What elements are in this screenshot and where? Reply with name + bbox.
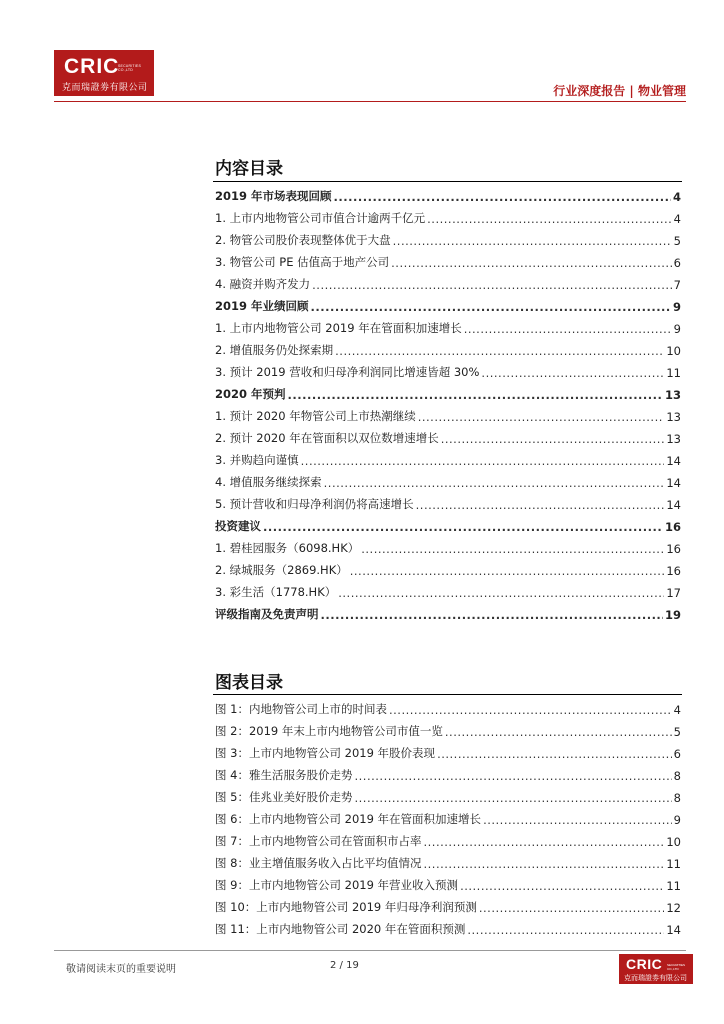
dot-leader — [301, 454, 665, 468]
toc-entry-title: 3. 并购趋向谨慎 — [215, 453, 299, 467]
toc-entry[interactable] — [215, 600, 681, 622]
company-logo — [54, 50, 154, 96]
toc-entry[interactable] — [215, 695, 681, 717]
toc-entry-page: 16 — [666, 542, 681, 556]
toc-entry[interactable] — [215, 336, 681, 358]
toc-entry[interactable] — [215, 270, 681, 292]
dot-leader — [263, 520, 663, 534]
toc-entry-title: 2. 绿城服务（2869.HK） — [215, 563, 348, 577]
toc-entry-title: 图 8：业主增值服务收入占比平均值情况 — [215, 856, 422, 870]
toc-entry-page: 4 — [673, 212, 681, 226]
toc-entry[interactable] — [215, 761, 681, 783]
dot-leader — [437, 747, 672, 761]
toc-entry-page: 14 — [666, 498, 681, 512]
toc-entry[interactable] — [215, 446, 681, 468]
dot-leader — [350, 564, 665, 578]
footer-divider — [54, 950, 686, 951]
toc-entry-page: 13 — [664, 388, 681, 402]
toc-entry-page: 7 — [673, 278, 681, 292]
toc-entry-page: 4 — [673, 703, 681, 717]
toc-entry-title: 2. 预计 2020 年在管面积以双位数增速增长 — [215, 431, 439, 445]
toc-entry[interactable] — [215, 182, 681, 204]
toc-entry-page: 10 — [666, 344, 681, 358]
footer-logo-sub-en: SECURITIES CO.,LTD — [667, 963, 686, 971]
toc-entry[interactable] — [215, 827, 681, 849]
dot-leader — [334, 190, 671, 204]
dot-leader — [441, 432, 665, 446]
contents-list — [215, 182, 681, 622]
toc-entry[interactable] — [215, 783, 681, 805]
toc-entry-title: 2019 年业绩回顾 — [215, 299, 309, 313]
toc-entry[interactable] — [215, 739, 681, 761]
toc-entry-page: 11 — [666, 879, 681, 893]
toc-entry-page: 8 — [673, 769, 681, 783]
toc-entry-title: 2. 物管公司股价表现整体优于大盘 — [215, 233, 391, 247]
toc-entry[interactable] — [215, 226, 681, 248]
dot-leader — [416, 498, 665, 512]
toc-entry[interactable] — [215, 915, 681, 937]
toc-entry-page: 16 — [666, 564, 681, 578]
toc-entry-title: 图 6：上市内地物管公司 2019 年在管面积加速增长 — [215, 812, 482, 826]
toc-entry[interactable] — [215, 805, 681, 827]
toc-entry-title: 图 3：上市内地物管公司 2019 年股价表现 — [215, 746, 436, 760]
toc-entry[interactable] — [215, 512, 681, 534]
toc-entry-title: 图 11：上市内地物管公司 2020 年在管面积预测 — [215, 922, 466, 936]
toc-entry-title: 4. 增值服务继续探索 — [215, 475, 322, 489]
toc-entry-title: 2. 增值服务仍处探索期 — [215, 343, 334, 357]
toc-entry[interactable] — [215, 578, 681, 600]
toc-entry-title: 2019 年市场表现回顾 — [215, 189, 332, 203]
toc-entry-title: 1. 上市内地物管公司市值合计逾两千亿元 — [215, 211, 426, 225]
toc-entry-page: 11 — [666, 857, 681, 871]
toc-entry-page: 9 — [673, 813, 681, 827]
toc-entry-title: 5. 预计营收和归母净利润仍将高速增长 — [215, 497, 414, 511]
toc-entry[interactable] — [215, 248, 681, 270]
toc-entry[interactable] — [215, 204, 681, 226]
dot-leader — [464, 322, 672, 336]
dot-leader — [354, 769, 671, 783]
toc-entry-page: 11 — [666, 366, 681, 380]
toc-entry-title: 1. 碧桂园服务（6098.HK） — [215, 541, 360, 555]
logo-sub-cn: 克而瑞證劵有限公司 — [62, 83, 148, 93]
toc-entry-title: 1. 上市内地物管公司 2019 年在管面积加速增长 — [215, 321, 462, 335]
toc-entry-page: 6 — [673, 747, 681, 761]
toc-entry-page: 4 — [672, 190, 681, 204]
toc-entry-title: 3. 预计 2019 营收和归母净利润同比增速皆超 30% — [215, 365, 480, 379]
toc-entry[interactable] — [215, 314, 681, 336]
toc-entry-page: 5 — [673, 725, 681, 739]
logo-brand: CRIC — [64, 55, 120, 78]
dot-leader — [483, 813, 672, 827]
dot-leader — [393, 234, 672, 248]
dot-leader — [391, 256, 672, 270]
toc-entry[interactable] — [215, 402, 681, 424]
toc-entry-page: 13 — [666, 432, 681, 446]
dot-leader — [445, 725, 672, 739]
dot-leader — [460, 879, 664, 893]
toc-entry-title: 图 1：内地物管公司上市的时间表 — [215, 702, 387, 716]
toc-entry-title: 图 7：上市内地物管公司在管面积市占率 — [215, 834, 422, 848]
dot-leader — [324, 476, 665, 490]
toc-entry[interactable] — [215, 534, 681, 556]
logo-sub-en: SECURITIES CO.,LTD — [118, 64, 142, 72]
toc-entry-page: 14 — [666, 454, 681, 468]
toc-entry-title: 4. 融资并购齐发力 — [215, 277, 311, 291]
toc-entry-page: 8 — [673, 791, 681, 805]
dot-leader — [321, 608, 663, 622]
contents-title: 内容目录 — [215, 159, 283, 179]
toc-entry-title: 评级指南及免责声明 — [215, 607, 319, 621]
toc-entry[interactable] — [215, 849, 681, 871]
toc-entry[interactable] — [215, 424, 681, 446]
dot-leader — [389, 703, 672, 717]
toc-entry[interactable] — [215, 717, 681, 739]
toc-entry-page: 6 — [673, 256, 681, 270]
footer-logo-sub-cn: 克而瑞證劵有限公司 — [624, 974, 687, 982]
toc-entry[interactable] — [215, 871, 681, 893]
dot-leader — [467, 923, 664, 937]
toc-entry-title: 图 5：佳兆业美好股价走势 — [215, 790, 353, 804]
dot-leader — [423, 857, 664, 871]
report-category-tag: 行业深度报告 | 物业管理 — [553, 84, 686, 98]
figures-list — [215, 695, 681, 937]
toc-entry[interactable] — [215, 292, 681, 314]
dot-leader — [479, 901, 664, 915]
toc-entry[interactable] — [215, 358, 681, 380]
toc-entry-page: 14 — [666, 923, 681, 937]
footer-logo-brand: CRIC — [626, 956, 663, 972]
toc-entry-page: 9 — [672, 300, 681, 314]
toc-entry-title: 3. 物管公司 PE 估值高于地产公司 — [215, 255, 390, 269]
toc-entry[interactable] — [215, 468, 681, 490]
toc-entry-title: 图 9：上市内地物管公司 2019 年营业收入预测 — [215, 878, 459, 892]
toc-entry-title: 图 10：上市内地物管公司 2019 年归母净利润预测 — [215, 900, 477, 914]
dot-leader — [311, 300, 671, 314]
dot-leader — [335, 344, 664, 358]
dot-leader — [361, 542, 664, 556]
toc-entry[interactable] — [215, 490, 681, 512]
toc-entry[interactable] — [215, 893, 681, 915]
toc-entry-title: 1. 预计 2020 年物管公司上市热潮继续 — [215, 409, 416, 423]
toc-entry-title: 投资建议 — [215, 519, 261, 533]
footer-disclaimer-note: 敬请阅读末页的重要说明 — [66, 964, 176, 975]
toc-entry[interactable] — [215, 380, 681, 402]
dot-leader — [418, 410, 665, 424]
dot-leader — [288, 388, 663, 402]
footer-logo — [619, 954, 693, 984]
dot-leader — [427, 212, 672, 226]
toc-entry-page: 5 — [673, 234, 681, 248]
toc-entry-title: 2020 年预判 — [215, 387, 286, 401]
header-divider — [54, 101, 686, 102]
dot-leader — [354, 791, 671, 805]
toc-entry-title: 3. 彩生活（1778.HK） — [215, 585, 337, 599]
toc-entry-page: 12 — [666, 901, 681, 915]
dot-leader — [312, 278, 672, 292]
toc-entry-page: 17 — [666, 586, 681, 600]
dot-leader — [338, 586, 664, 600]
toc-entry-page: 13 — [666, 410, 681, 424]
toc-entry-page: 14 — [666, 476, 681, 490]
toc-entry-title: 图 2：2019 年末上市内地物管公司市值一览 — [215, 724, 443, 738]
toc-entry-page: 10 — [666, 835, 681, 849]
toc-entry-page: 16 — [664, 520, 681, 534]
page-number: 2 / 19 — [330, 960, 359, 971]
figures-title: 图表目录 — [215, 673, 283, 693]
toc-entry[interactable] — [215, 556, 681, 578]
dot-leader — [481, 366, 664, 380]
toc-entry-title: 图 4：雅生活服务股价走势 — [215, 768, 353, 782]
toc-entry-page: 9 — [673, 322, 681, 336]
toc-entry-page: 19 — [664, 608, 681, 622]
dot-leader — [423, 835, 664, 849]
